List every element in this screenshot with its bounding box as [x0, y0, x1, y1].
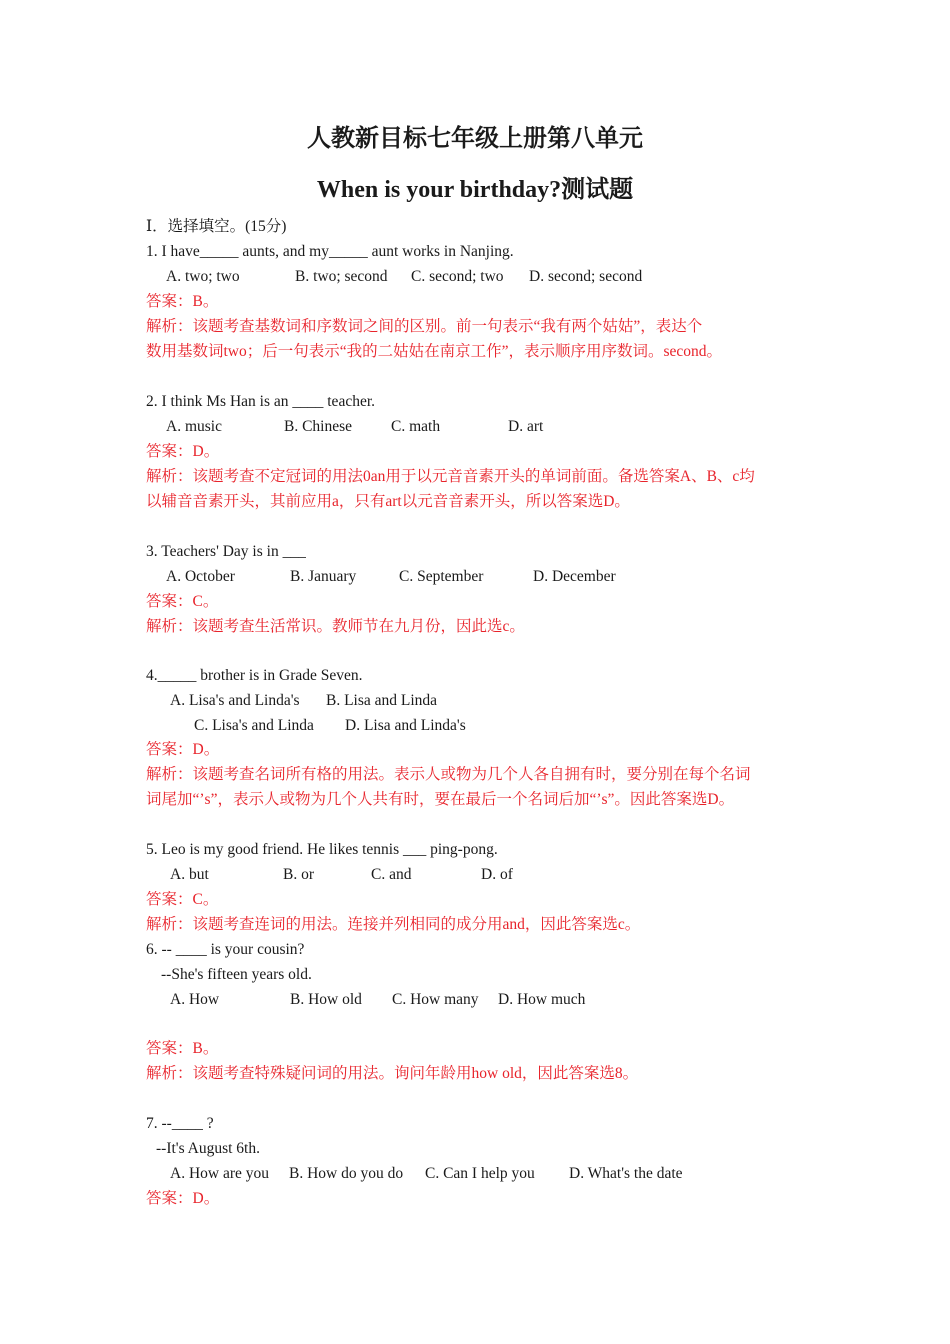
question-6-stem: 6. -- ____ is your cousin?	[146, 941, 305, 958]
question-5-options	[0, 864, 950, 886]
option-a: A. How	[170, 991, 220, 1008]
question-7-options	[0, 1163, 950, 1185]
option-c: C. Can I help you	[425, 1165, 535, 1182]
question-7-answer: 答案：D。	[146, 1190, 220, 1207]
question-6-reply: --She's fifteen years old.	[161, 966, 312, 983]
question-4-answer: 答案：D。	[146, 741, 220, 758]
question-2-analysis-line-2: 以辅音音素开头，其前应用a，只有art以元音音素开头，所以答案选D。	[146, 493, 630, 510]
question-3-analysis-line-1: 解析：该题考查生活常识。教师节在九月份，因此选c。	[146, 618, 525, 635]
question-6-options	[0, 989, 950, 1011]
question-3-stem: 3. Teachers' Day is in ___	[146, 543, 306, 560]
question-4-options-row-2	[0, 715, 950, 737]
option-b: B. Lisa and Linda	[326, 692, 438, 709]
option-b: B. January	[290, 568, 357, 585]
option-c: C. second; two	[411, 268, 504, 285]
question-1-answer: 答案：B。	[146, 293, 219, 310]
option-a: A. Lisa's and Linda's	[170, 692, 300, 709]
question-7-stem: 7. --____ ?	[146, 1115, 214, 1132]
option-d: D. How much	[498, 991, 586, 1008]
option-b: B. Chinese	[284, 418, 353, 435]
question-6-analysis-line-1: 解析：该题考查特殊疑问词的用法。询问年龄用how old，因此答案选8。	[146, 1065, 639, 1082]
option-a: A. October	[166, 568, 235, 585]
question-2-stem: 2. I think Ms Han is an ____ teacher.	[146, 393, 376, 410]
option-d: D. art	[508, 418, 544, 435]
question-1-analysis-line-2: 数用基数词two；后一句表示“我的二姑姑在南京工作”，表示顺序用序数词。second。	[146, 343, 723, 360]
option-d: D. What's the date	[569, 1165, 683, 1182]
question-2-answer: 答案：D。	[146, 443, 220, 460]
option-d: D. Lisa and Linda's	[345, 717, 466, 734]
question-5-stem: 5. Leo is my good friend. He likes tennis ___ ping-pong.	[146, 841, 498, 858]
question-4-options-row-1	[0, 690, 950, 712]
question-6-answer: 答案：B。	[146, 1040, 219, 1057]
option-b: B. two; second	[295, 268, 388, 285]
question-4-analysis-line-2: 词尾加“’s”，表示人或物为几个人共有时，要在最后一个名词后加“’s”。因此答案选D。	[146, 791, 735, 808]
option-d: D. second; second	[529, 268, 643, 285]
question-2-analysis-line-1: 解析：该题考查不定冠词的用法0an用于以元音音素开头的单词前面。备选答案A、B、c均	[146, 468, 755, 485]
option-a: A. How are you	[170, 1165, 270, 1182]
section-heading: Ⅰ．选择填空。(15分)	[146, 218, 287, 235]
option-b: B. How do you do	[289, 1165, 404, 1182]
option-d: D. December	[533, 568, 616, 585]
question-1-analysis-line-1: 解析：该题考查基数词和序数词之间的区别。前一句表示“我有两个姑姑”，表达个	[146, 318, 703, 335]
option-c: C. September	[399, 568, 484, 585]
option-c: C. How many	[392, 991, 479, 1008]
document-subtitle: When is your birthday?测试题	[316, 177, 634, 203]
question-1-stem: 1. I have_____ aunts, and my_____ aunt works in Nanjing.	[146, 243, 514, 260]
option-a: A. two; two	[166, 268, 240, 285]
question-3-answer: 答案：C。	[146, 593, 219, 610]
option-b: B. or	[283, 866, 314, 883]
question-5-answer: 答案：C。	[146, 891, 219, 908]
question-2-options	[0, 416, 950, 438]
option-a: A. music	[166, 418, 222, 435]
question-1-options	[0, 266, 950, 288]
option-b: B. How old	[290, 991, 362, 1008]
option-c: C. and	[371, 866, 412, 883]
document-title: 人教新目标七年级上册第八单元	[307, 126, 643, 152]
option-c: C. math	[391, 418, 441, 435]
question-4-stem: 4._____ brother is in Grade Seven.	[146, 667, 363, 684]
question-5-analysis-line-1: 解析：该题考查连词的用法。连接并列相同的成分用and，因此答案选c。	[146, 916, 641, 933]
question-4-analysis-line-1: 解析：该题考查名词所有格的用法。表示人或物为几个人各自拥有时，要分别在每个名词	[146, 766, 751, 783]
option-d: D. of	[481, 866, 513, 883]
question-3-options	[0, 566, 950, 588]
option-a: A. but	[170, 866, 209, 883]
option-c: C. Lisa's and Linda	[194, 717, 314, 734]
question-7-reply: --It's August 6th.	[156, 1140, 260, 1157]
